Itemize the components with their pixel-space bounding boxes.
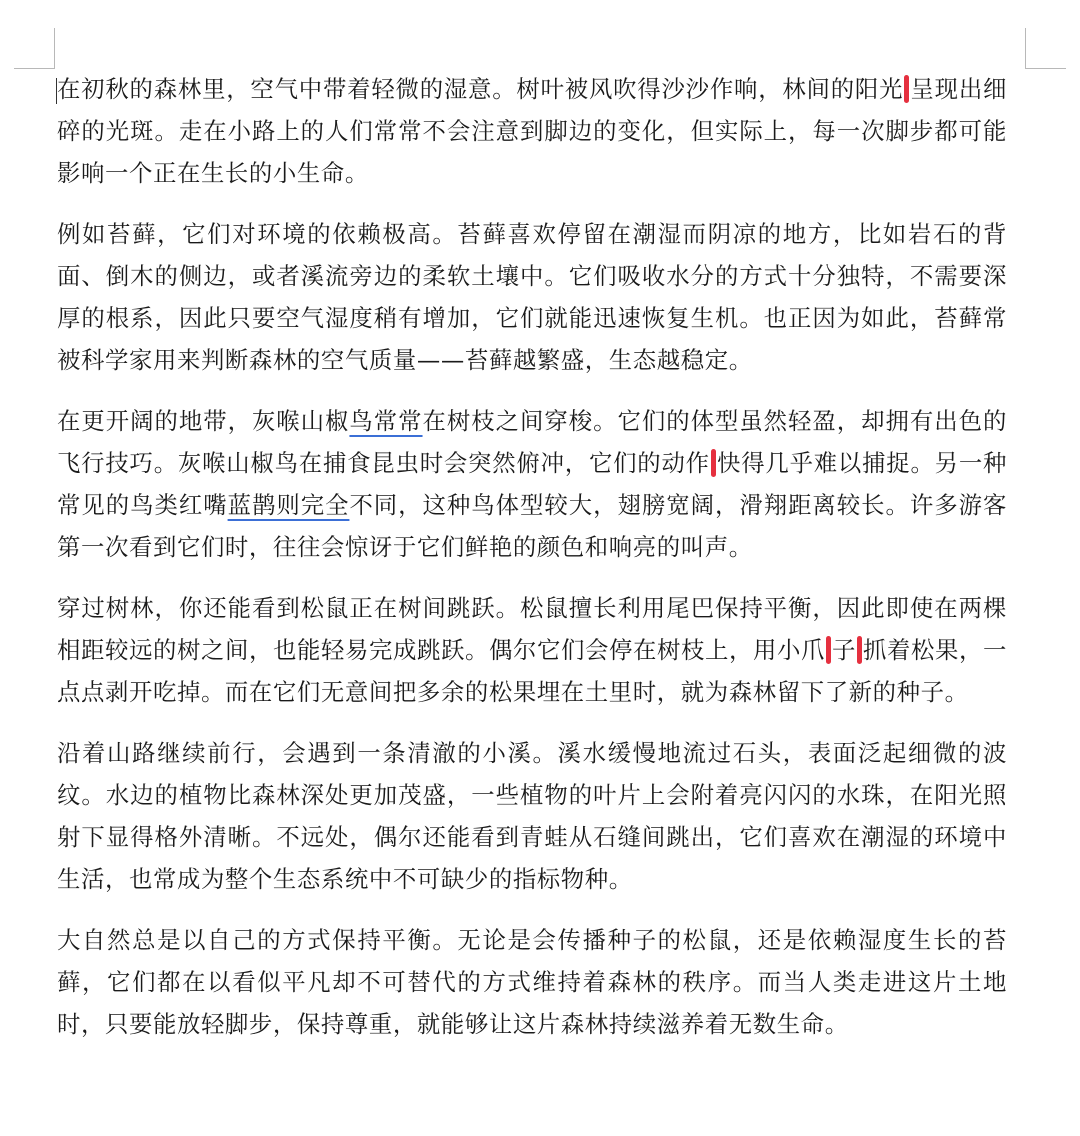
text-segment: 在初秋的森林里，空气中带着轻微的湿意。树叶被风吹得沙沙作响，林间的阳光 xyxy=(57,75,904,103)
top-right-margin-mark xyxy=(1025,28,1066,69)
text-segment: 子 xyxy=(831,636,856,664)
paragraph-1[interactable] xyxy=(57,68,1007,194)
revision-marker xyxy=(826,636,831,664)
text-segment: 快得几乎难以捕捉。另一种常见的鸟类红嘴 xyxy=(57,449,1007,519)
text-segment: 抓着松果，一点点剥开吃掉。而在它们无意间把多余的松果埋在土里时，就为森林留下了新的种子。 xyxy=(57,636,1007,706)
text-segment: 在树枝之间穿梭。它们的体型虽然轻盈，却拥有出色的飞行技巧。灰喉山椒鸟在捕食昆虫时会突然俯冲，它们的动作 xyxy=(57,407,1007,477)
text-segment: 在更开阔的地带，灰喉山椒 xyxy=(57,407,350,435)
paragraph-3[interactable] xyxy=(57,400,1007,568)
grammar-underline[interactable]: 鸟常常 xyxy=(349,407,423,435)
paragraph-4[interactable] xyxy=(57,587,1007,713)
revision-marker xyxy=(857,636,862,664)
paragraph-6[interactable]: 大自然总是以自己的方式保持平衡。无论是会传播种子的松鼠，还是依赖湿度生长的苔藓，它们都在以看似平凡却不可替代的方式维持着森林的秩序。而当人类走进这片土地时，只要能放轻脚步，保持尊重，就能够让这片森林持续滋养着无数生命。 xyxy=(57,926,1007,1038)
paragraph-5[interactable]: 沿着山路继续前行，会遇到一条清澈的小溪。溪水缓慢地流过石头，表面泛起细微的波纹。水边的植物比森林深处更加茂盛，一些植物的叶片上会附着亮闪闪的水珠，在阳光照射下显得格外清晰。不远处，偶尔还能看到青蛙从石缝间跳出，它们喜欢在潮湿的环境中生活，也常成为整个生态系统中不可缺少的指标物种。 xyxy=(57,739,1007,893)
revision-marker xyxy=(904,75,909,103)
grammar-underline[interactable]: 蓝鹊则完全 xyxy=(227,491,350,519)
top-left-margin-mark xyxy=(14,28,55,69)
paragraph-2[interactable]: 例如苔藓，它们对环境的依赖极高。苔藓喜欢停留在潮湿而阴凉的地方，比如岩石的背面、倒木的侧边，或者溪流旁边的柔软土壤中。它们吸收水分的方式十分独特，不需要深厚的根系，因此只要空气湿度稍有增加，它们就能迅速恢复生机。也正因为如此，苔藓常被科学家用来判断森林的空气质量——苔藓越繁盛，生态越稳定。 xyxy=(57,220,1007,374)
text-segment: 呈现出细碎的光斑。走在小路上的人们常常不会注意到脚边的变化，但实际上，每一次脚步都可能影响一个正在生长的小生命。 xyxy=(57,75,1007,187)
revision-marker xyxy=(711,449,716,477)
text-segment: 不同，这种鸟体型较大，翅膀宽阔，滑翔距离较长。许多游客第一次看到它们时，往往会惊讶于它们鲜艳的颜色和响亮的叫声。 xyxy=(57,491,1008,561)
text-segment: 穿过树林，你还能看到松鼠正在树间跳跃。松鼠擅长利用尾巴保持平衡，因此即使在两棵相距较远的树之间，也能轻易完成跳跃。偶尔它们会停在树枝上，用小爪 xyxy=(57,594,1007,664)
document-body[interactable] xyxy=(57,68,1007,1064)
